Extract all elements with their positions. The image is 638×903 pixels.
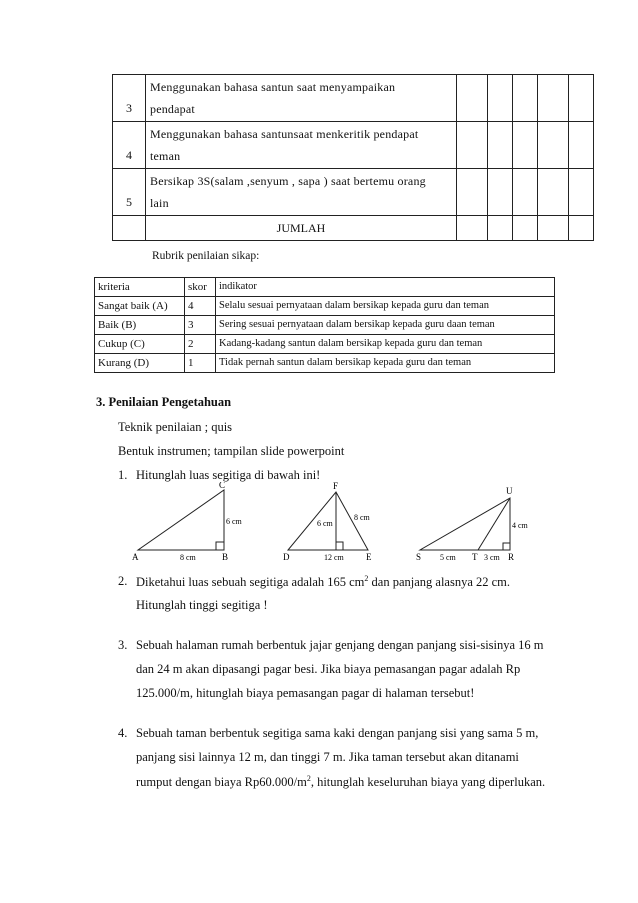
label-side: 8 cm <box>354 513 370 522</box>
label-height: 6 cm <box>226 517 242 526</box>
q4-sup: 2 <box>306 774 311 783</box>
kriteria-cell: Kurang (D) <box>95 354 185 373</box>
question-text <box>136 774 545 790</box>
label-d: D <box>283 552 290 562</box>
label-u: U <box>506 486 513 496</box>
triangle-def <box>283 482 372 562</box>
label-c: C <box>219 482 226 490</box>
header-indikator: indikator <box>216 278 555 297</box>
question-number: 2. <box>118 574 128 588</box>
score-cell <box>538 75 569 122</box>
table-row <box>113 75 594 122</box>
score-cell <box>538 122 569 169</box>
label-e: E <box>366 552 372 562</box>
question-text: Sebuah taman berbentuk segitiga sama kaki dengan panjang sisi yang sama 5 m, <box>136 726 539 740</box>
score-cell <box>569 169 594 216</box>
score-cell <box>457 75 488 122</box>
header-skor: skor <box>185 278 216 297</box>
indikator-cell: Sering sesuai pernyataan dalam bersikap kepada guru daan teman <box>216 316 555 335</box>
score-cell <box>538 216 569 241</box>
score-cell <box>513 169 538 216</box>
section-title: 3. Penilaian Pengetahuan <box>96 395 232 409</box>
triangle-abc <box>132 482 243 562</box>
indikator-cell: Selalu sesuai pernyataan dalam bersikap kepada guru dan teman <box>216 297 555 316</box>
label-height: 6 cm <box>317 519 333 528</box>
skor-cell: 3 <box>185 316 216 335</box>
score-cell <box>569 216 594 241</box>
row-text: teman <box>150 149 181 163</box>
teknik-text: Teknik penilaian ; quis <box>118 420 233 434</box>
q2-line1b: dan panjang alasnya 22 cm. <box>368 575 511 590</box>
right-angle-marker <box>503 543 510 550</box>
q4-line3a: rumput dengan biaya Rp60.000/m <box>136 775 307 790</box>
skor-cell: 2 <box>185 335 216 354</box>
table-row <box>95 335 555 354</box>
score-cell <box>457 122 488 169</box>
row-number: 5 <box>126 194 132 209</box>
label-t: T <box>472 552 478 562</box>
attitude-table <box>112 74 594 241</box>
score-cell <box>513 75 538 122</box>
score-cell <box>488 216 513 241</box>
label-f: F <box>333 482 339 491</box>
label-height: 4 cm <box>512 521 528 530</box>
kriteria-cell: Baik (B) <box>95 316 185 335</box>
rubric-title: Rubrik penilaian sikap: <box>152 250 260 262</box>
row-number: 4 <box>126 147 132 162</box>
label-st: 5 cm <box>440 553 456 562</box>
q4-line3b: , hitunglah keseluruhan biaya yang diperlukan. <box>310 775 546 790</box>
question-text: Hitunglah tinggi segitiga ! <box>136 598 268 612</box>
kriteria-cell: Cukup (C) <box>95 335 185 354</box>
question-number: 3. <box>118 638 128 652</box>
label-base: 8 cm <box>180 553 196 562</box>
question-text: dan 24 m akan dipasangi pagar besi. Jika biaya pemasangan pagar adalah Rp <box>136 662 521 676</box>
score-cell <box>513 122 538 169</box>
total-label: JUMLAH <box>146 216 457 241</box>
row-text: Menggunakan bahasa santunsaat menkeritik pendapat <box>150 127 419 141</box>
label-base: 12 cm <box>324 553 344 562</box>
score-cell <box>488 122 513 169</box>
question-number: 1. <box>118 468 128 482</box>
total-row <box>113 216 594 241</box>
question-number: 4. <box>118 726 128 740</box>
triangles-figure <box>128 482 528 562</box>
q2-line1a: Diketahui luas sebuah segitiga adalah 165 cm <box>136 575 365 590</box>
table-header-row <box>95 278 555 297</box>
indikator-cell: Tidak pernah santun dalam bersikap kepada guru dan teman <box>216 354 555 373</box>
table-row <box>113 169 594 216</box>
row-number: 3 <box>126 100 132 115</box>
right-angle-marker <box>336 542 343 550</box>
q2-sup: 2 <box>364 574 369 583</box>
right-angle-marker <box>216 542 224 550</box>
table-row <box>95 316 555 335</box>
score-cell <box>538 169 569 216</box>
table-row <box>95 297 555 316</box>
header-kriteria: kriteria <box>95 278 185 297</box>
kriteria-cell: Sangat baik (A) <box>95 297 185 316</box>
score-cell <box>488 169 513 216</box>
segment-tu <box>478 498 510 550</box>
row-text: Menggunakan bahasa santun saat menyampaikan <box>150 80 396 94</box>
table-row <box>95 354 555 373</box>
score-cell <box>569 75 594 122</box>
skor-cell: 1 <box>185 354 216 373</box>
label-tr: 3 cm <box>484 553 500 562</box>
row-text: pendapat <box>150 102 195 116</box>
triangle-stru <box>416 486 528 562</box>
row-text: lain <box>150 196 169 210</box>
label-a: A <box>132 552 139 562</box>
rubric-table <box>94 277 555 373</box>
label-r: R <box>508 552 515 562</box>
bentuk-text: Bentuk instrumen; tampilan slide powerpoint <box>118 444 345 458</box>
question-text: panjang sisi lainnya 12 m, dan tinggi 7 m. Jika taman tersebut akan ditanami <box>136 750 519 764</box>
question-text <box>136 574 564 590</box>
score-cell <box>513 216 538 241</box>
table-row <box>113 122 594 169</box>
label-s: S <box>416 552 422 562</box>
indikator-cell: Kadang-kadang santun dalam bersikap kepada guru dan teman <box>216 335 555 354</box>
question-text: Sebuah halaman rumah berbentuk jajar genjang dengan panjang sisi-sisinya 16 m <box>136 638 544 652</box>
score-cell <box>457 216 488 241</box>
question-text: Hitunglah luas segitiga di bawah ini! <box>136 468 321 482</box>
skor-cell: 4 <box>185 297 216 316</box>
question-text: 125.000/m, hitunglah biaya pemasangan pagar di halaman tersebut! <box>136 686 475 700</box>
score-cell <box>569 122 594 169</box>
label-b: B <box>222 552 229 562</box>
row-text: Bersikap 3S(salam ,senyum , sapa ) saat bertemu orang <box>150 174 426 188</box>
score-cell <box>488 75 513 122</box>
score-cell <box>457 169 488 216</box>
